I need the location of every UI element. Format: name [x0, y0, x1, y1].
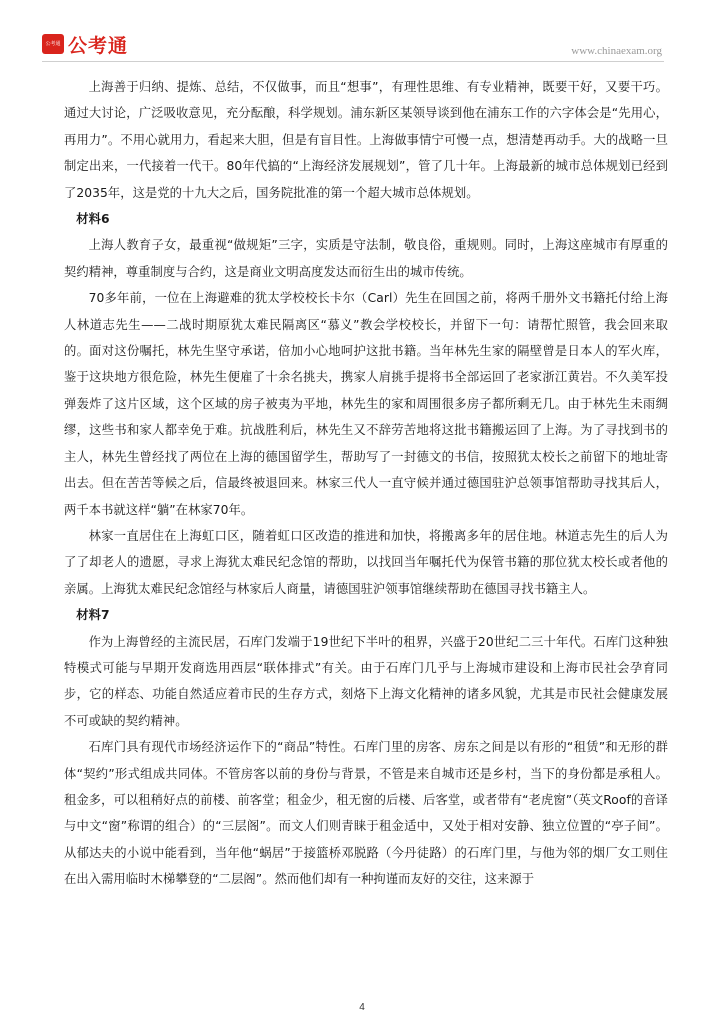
- logo-icon: [42, 34, 64, 54]
- paragraph: 上海人教育子女，最重视“做规矩”三字，实质是守法制，敬良俗，重规则。同时，上海这座城市有厚重的契约精神，尊重制度与合约，这是商业文明高度发达而衍生出的城市传统。: [64, 238, 668, 279]
- logo-mark: 公考通: [45, 41, 61, 47]
- paragraph: 石库门具有现代市场经济运作下的“商品”特性。石库门里的房客、房东之间是以有形的“租赁”和无形的群体“契约”形式组成共同体。不管房客以前的身份与背景，不管是来自城市还是乡村，当下的身份都是承租人。租金多，可以租稍好点的前楼、前客堂；租金少，租无窗的后楼、后客堂，或者带有“老虎窗”（英文Roof的音译与中文“窗”称谓的组合）的“三层阁”。而文人们则青睐于租金适中，又处于相对安静、独立位置的“亭子间”。从郁达夫的小说中能看到，当年他“蜗居”于接篮桥邓脱路（今丹徒路）的石库门里，与他为邻的烟厂女工则住在出入需用临时木梯攀登的“二层阁”。然而他们却有一种拘谨而友好的交往，这来源于: [64, 740, 668, 887]
- page-number: 4: [359, 1002, 365, 1013]
- document-body: [64, 74, 668, 893]
- page-header: [0, 0, 724, 64]
- paragraph: 林家一直居住在上海虹口区，随着虹口区改造的推进和加快，将搬离多年的居住地。林道志先生的后人为了了却老人的遗愿，寻求上海犹太难民纪念馆的帮助，以找回当年嘱托代为保管书籍的那位犹太校长或者他的亲属。上海犹太难民纪念馆经与林家后人商量，请德国驻沪领事馆继续帮助在德国寻找书籍主人。: [64, 528, 668, 596]
- section-heading: 材料7: [76, 608, 110, 623]
- section-heading: 材料6: [76, 212, 110, 227]
- paragraph: 70多年前，一位在上海避难的犹太学校校长卡尔（Carl）先生在回国之前，将两千册外文书籍托付给上海人林道志先生——二战时期原犹太难民隔离区“慕义”教会学校校长，并留下一句：请帮忙照管，我会回来取的。面对这份嘱托，林先生坚守承诺，倍加小心地呵护这批书籍。当年林先生家的隔壁曾是日本人的军火库，鉴于这块地方很危险，林先生便雇了十余名挑夫，携家人肩挑手提将书全部运回了老家浙江黄岩。不久美军投弹轰炸了这片区域，这个区域的房子被夷为平地，林先生的家和周围很多房子都所剩无几。由于林先生未雨绸缪，这些书和家人都幸免于难。抗战胜利后，林先生又不辞劳苦地将这批书籍搬运回了上海。为了寻找到书的主人，林先生曾经找了两位在上海的德国留学生，帮助写了一封德文的书信，按照犹太校长之前留下的地址寄出去。但在苦苦等候之后，信最终被退回来。林家三代人一直守候并通过德国驻沪总领事馆帮助寻找其后人，两千本书就这样“躺”在林家70年。: [64, 291, 668, 517]
- paragraph: 上海善于归纳、提炼、总结，不仅做事，而且“想事”，有理性思维、有专业精神，既要干好，又要干巧。通过大讨论，广泛吸收意见，充分酝酿，科学规划。浦东新区某领导谈到他在浦东工作的六字体会是“先用心，再用力”。不用心就用力，看起来大胆，但是有盲目性。上海做事情宁可慢一点，想清楚再动手。大的战略一旦制定出来，一代接着一代干。80年代搞的“上海经济发展规划”，管了几十年。上海最新的城市总体规划已经到了2035年，这是党的十九大之后，国务院批准的第一个超大城市总体规划。: [64, 80, 668, 200]
- site-url: www.chinaexam.org: [571, 45, 662, 57]
- logo-text: 公考通: [68, 35, 129, 57]
- paragraph: 作为上海曾经的主流民居，石库门发端于19世纪下半叶的租界，兴盛于20世纪二三十年代。石库门这种独特模式可能与早期开发商选用西层“联体排式”有关。由于石库门几乎与上海城市建设和上海市民社会孕育同步，它的样态、功能自然适应着市民的生存方式，刻烙下上海文化精神的诸多风貌，尤其是市民社会健康发展不可或缺的契约精神。: [64, 634, 668, 728]
- header-divider: [42, 61, 664, 62]
